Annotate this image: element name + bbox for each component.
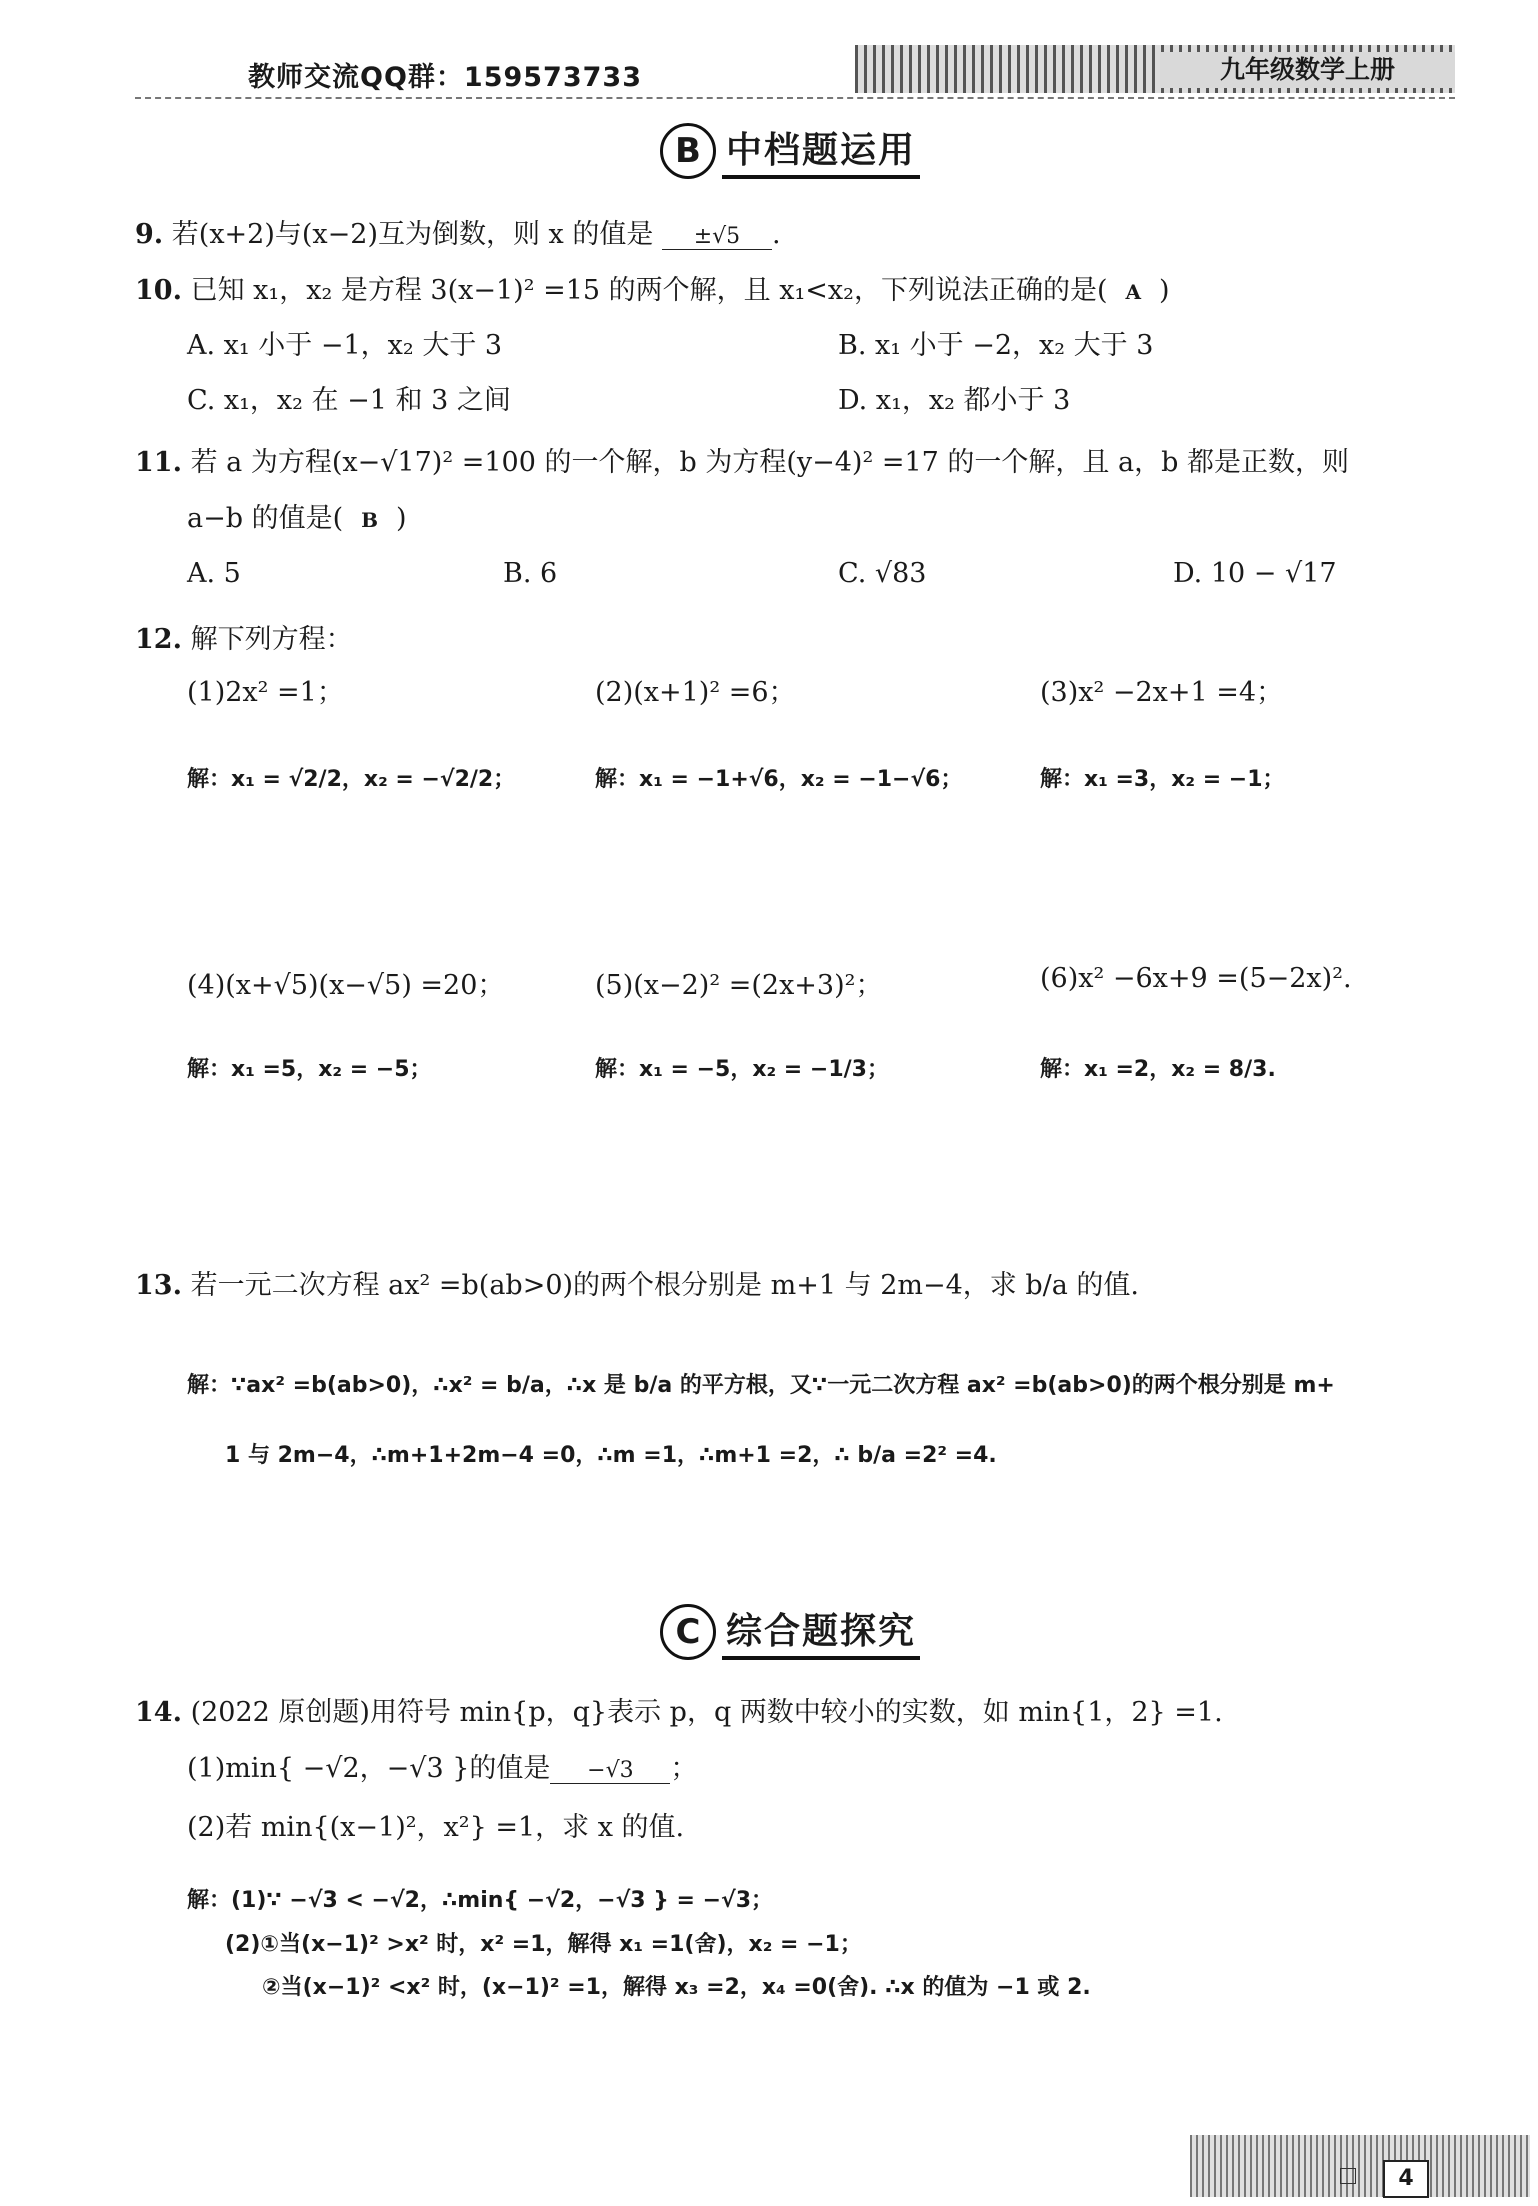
footer-stripe [1190, 2135, 1530, 2197]
answer-blank: −√3 [550, 1758, 670, 1784]
question-text: 已知 x₁，x₂ 是方程 3(x−1)² =15 的两个解，且 x₁<x₂，下列说法正确的是( [190, 275, 1108, 306]
question-10 [135, 268, 1170, 307]
question-text: 若一元二次方程 ax² =b(ab>0)的两个根分别是 m+1 与 2m−4，求 b/a 的值. [190, 1270, 1140, 1301]
answer-13-line1: 解：∵ax² =b(ab>0)，∴x² = b/a，∴x 是 b/a 的平方根，又∵一元二次方程 ax² =b(ab>0)的两个根分别是 m+ [187, 1373, 1335, 1398]
question-text: 若(x+2)与(x−2)互为倒数，则 x 的值是 [171, 219, 654, 250]
question-11 [135, 440, 1349, 479]
question-tail: ) [396, 503, 407, 534]
subquestion-14-1 [187, 1746, 697, 1785]
subquestion-5: (5)(x−2)² =(2x+3)²； [595, 970, 883, 1001]
question-11-line2 [187, 496, 407, 535]
option-d: D. x₁，x₂ 都小于 3 [838, 385, 1071, 416]
footer-square [1340, 2168, 1356, 2184]
question-text: 若 a 为方程(x−√17)² =100 的一个解，b 为方程(y−4)² =17 的一个解，且 a，b 都是正数，则 [190, 447, 1349, 478]
subquestion-6: (6)x² −6x+9 =(5−2x)². [1040, 963, 1352, 994]
question-tail: . [771, 219, 781, 250]
question-text: (1)min{ −√2，−√3 }的值是 [187, 1753, 551, 1784]
answer-13-line2: 1 与 2m−4，∴m+1+2m−4 =0，∴m =1，∴m+1 =2，∴ b/a =2² =4. [225, 1443, 997, 1468]
question-text: 解下列方程： [190, 624, 353, 655]
question-text: a−b 的值是( [187, 503, 344, 534]
answer-14-line3: ②当(x−1)² <x² 时，(x−1)² =1，解得 x₃ =2，x₄ =0(舍). ∴x 的值为 −1 或 2. [262, 1975, 1091, 2000]
question-number: 13. [135, 1270, 182, 1301]
subquestion-2: (2)(x+1)² =6； [595, 677, 796, 708]
question-12 [135, 617, 353, 656]
section-b-badge: B [660, 123, 716, 179]
option-c: C. √83 [838, 558, 927, 589]
answer-5: 解：x₁ = −5，x₂ = −1/3； [595, 1057, 889, 1082]
subquestion-3: (3)x² −2x+1 =4； [1040, 677, 1284, 708]
answer-6: 解：x₁ =2，x₂ = 8/3. [1040, 1057, 1276, 1082]
header-divider [135, 97, 1455, 99]
option-b: B. 6 [503, 558, 558, 589]
subquestion-1: (1)2x² =1； [187, 677, 344, 708]
question-number: 9. [135, 219, 164, 250]
answer-2: 解：x₁ = −1+√6，x₂ = −1−√6； [595, 767, 963, 792]
header-left-text: 教师交流QQ群：159573733 [248, 62, 642, 93]
section-b-heading [660, 122, 920, 179]
answer-14-line1: 解：(1)∵ −√3 < −√2，∴min{ −√2，−√3 } = −√3； [187, 1888, 774, 1913]
question-number: 12. [135, 624, 182, 655]
section-c-badge: C [660, 1604, 716, 1660]
answer-14-line2: (2)①当(x−1)² >x² 时，x² =1，解得 x₁ =1(舍)，x₂ = −1； [225, 1932, 862, 1957]
section-c-title: 综合题探究 [722, 1603, 920, 1660]
choice-answer: A [1125, 280, 1142, 304]
answer-blank: ±√5 [662, 224, 772, 250]
question-text: (2022 原创题)用符号 min{p，q}表示 p，q 两数中较小的实数，如 min{1，2} =1. [190, 1697, 1223, 1728]
header-book-title: 九年级数学上册 [1160, 52, 1455, 88]
section-b-title: 中档题运用 [722, 122, 920, 179]
choice-answer: B [361, 508, 379, 532]
question-number: 14. [135, 1697, 182, 1728]
option-a: A. x₁ 小于 −1，x₂ 大于 3 [187, 330, 503, 361]
question-13 [135, 1263, 1139, 1302]
question-14 [135, 1690, 1223, 1729]
question-number: 11. [135, 447, 182, 478]
option-b: B. x₁ 小于 −2，x₂ 大于 3 [838, 330, 1154, 361]
question-number: 10. [135, 275, 182, 306]
answer-1: 解：x₁ = √2/2，x₂ = −√2/2； [187, 767, 516, 792]
subquestion-4: (4)(x+√5)(x−√5) =20； [187, 970, 505, 1001]
question-9 [135, 212, 781, 251]
question-tail: ) [1159, 275, 1170, 306]
page-number: 4 [1383, 2160, 1429, 2198]
section-c-heading [660, 1603, 920, 1660]
question-tail: ； [670, 1753, 698, 1784]
answer-3: 解：x₁ =3，x₂ = −1； [1040, 767, 1285, 792]
option-c: C. x₁，x₂ 在 −1 和 3 之间 [187, 385, 511, 416]
option-d: D. 10 − √17 [1173, 558, 1337, 589]
subquestion-14-2: (2)若 min{(x−1)²，x²} =1，求 x 的值. [187, 1812, 685, 1843]
option-a: A. 5 [187, 558, 241, 589]
answer-4: 解：x₁ =5，x₂ = −5； [187, 1057, 432, 1082]
